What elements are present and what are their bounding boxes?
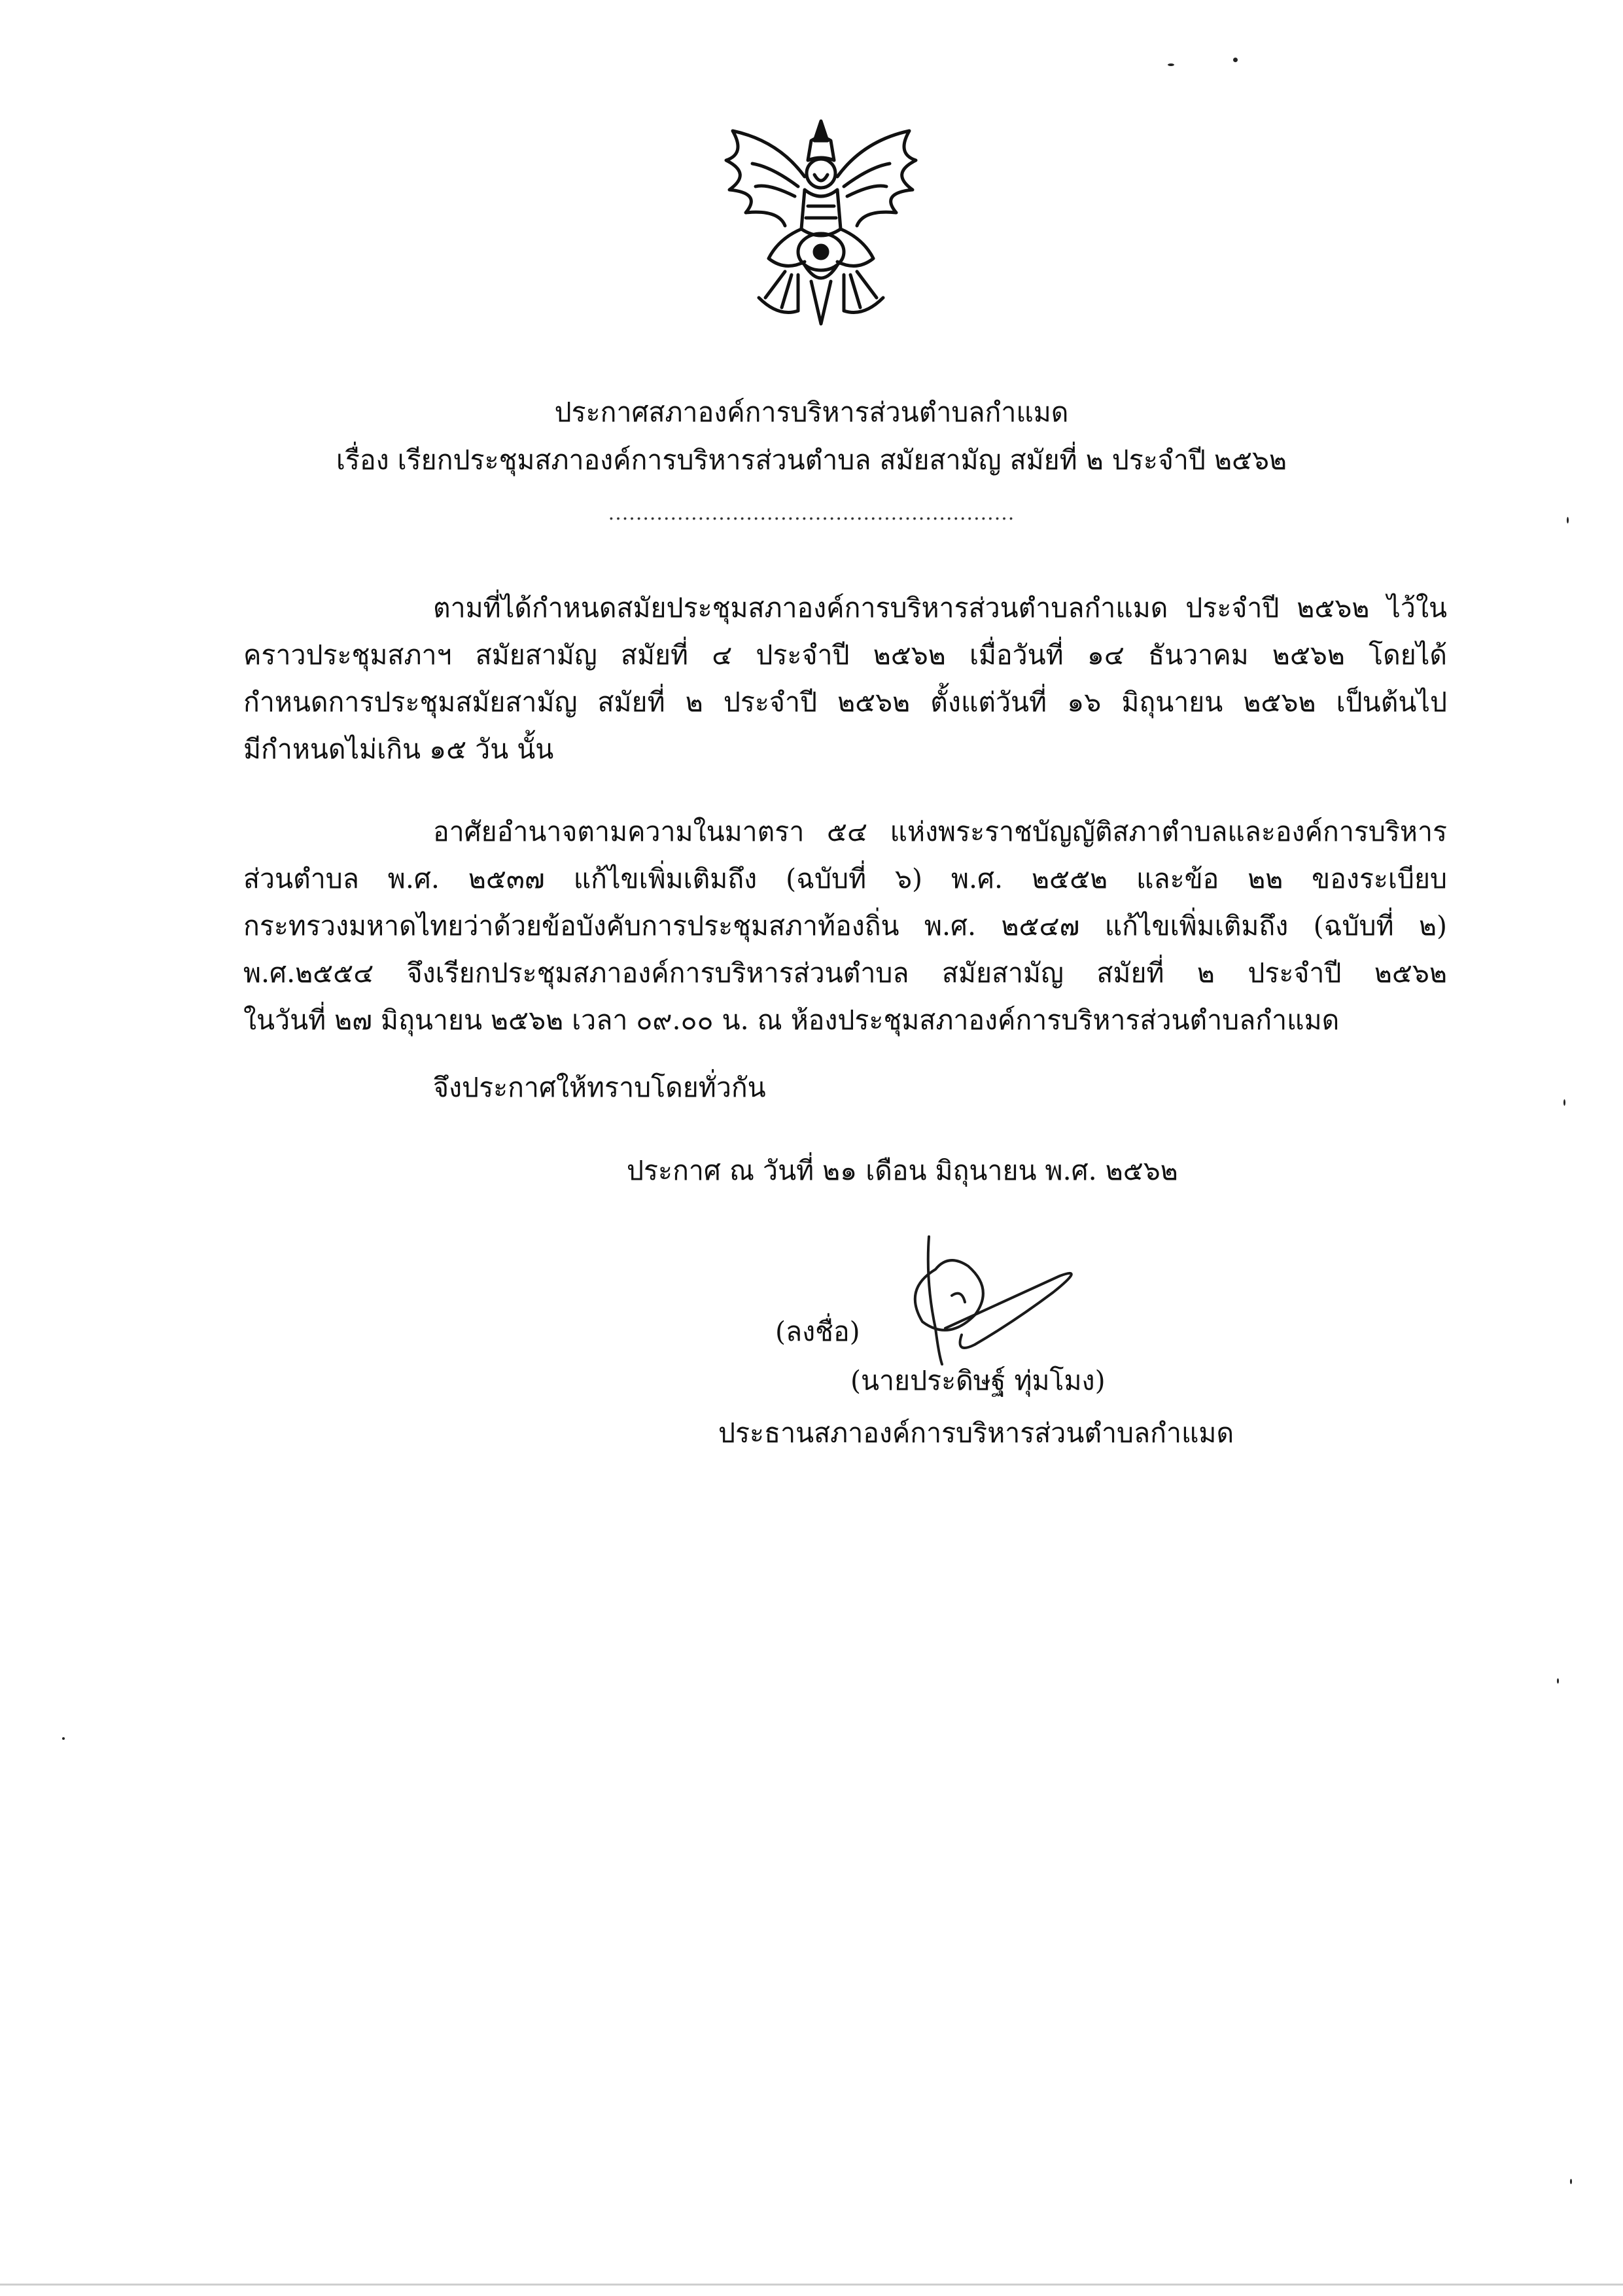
closing-notice: จึงประกาศให้ทราบโดยทั่วกัน [433, 1072, 766, 1103]
paragraph-line: ตามที่ได้กำหนดสมัยประชุมสภาองค์การบริหารส่วนตำบลกำแมด ประจำปี ๒๕๖๒ ไว้ใน [433, 592, 1447, 624]
paragraph-line: กระทรวงมหาดไทยว่าด้วยข้อบังคับการประชุมสภาท้องถิ่น พ.ศ. ๒๕๔๗ แก้ไขเพิ่มเติมถึง (ฉบับที่ ๒) [243, 910, 1447, 942]
scan-speck [1233, 58, 1238, 62]
announcement-title: ประกาศสภาองค์การบริหารส่วนตำบลกำแมด [554, 397, 1069, 428]
scan-speck [1567, 517, 1569, 523]
signer-name: (นายประดิษฐ์ ทุ่มโมง) [850, 1365, 1106, 1396]
paragraph-line: อาศัยอำนาจตามความในมาตรา ๕๔ แห่งพระราชบัญญัติสภาตำบลและองค์การบริหาร [433, 816, 1447, 847]
announcement-date: ประกาศ ณ วันที่ ๒๑ เดือน มิถุนายน พ.ศ. ๒๕๖๒ [627, 1155, 1178, 1186]
paragraph-line: พ.ศ.๒๕๕๔ จึงเรียกประชุมสภาองค์การบริหารส่วนตำบล สมัยสามัญ สมัยที่ ๒ ประจำปี ๒๕๖๒ [243, 957, 1447, 989]
scan-speck [1563, 1099, 1565, 1106]
scan-speck [62, 1737, 65, 1740]
paragraph-line: ในวันที่ ๒๗ มิถุนายน ๒๕๖๒ เวลา ๐๙.๐๐ น. ณ ห้องประชุมสภาองค์การบริหารส่วนตำบลกำแมด [243, 1004, 1340, 1036]
scan-edge [0, 2284, 1623, 2286]
paragraph-line: คราวประชุมสภาฯ สมัยสามัญ สมัยที่ ๔ ประจำปี ๒๕๖๒ เมื่อวันที่ ๑๔ ธันวาคม ๒๕๖๒ โดยได้ [243, 639, 1447, 671]
paragraph-line: กำหนดการประชุมสมัยสามัญ สมัยที่ ๒ ประจำปี ๒๕๖๒ ตั้งแต่วันที่ ๑๖ มิถุนายน ๒๕๖๒ เป็นต้นไป [243, 686, 1447, 718]
garuda-emblem-icon [707, 115, 935, 330]
paragraph-line: มีกำหนดไม่เกิน ๑๕ วัน นั้น [243, 733, 554, 765]
signed-label: (ลงชื่อ) [775, 1316, 860, 1347]
separator-dots: ........................................................... [608, 502, 1015, 525]
paragraph-authority [243, 808, 1447, 1044]
signer-title: ประธานสภาองค์การบริหารส่วนตำบลกำแมด [718, 1417, 1234, 1449]
paragraph-line: ส่วนตำบล พ.ศ. ๒๕๓๗ แก้ไขเพิ่มเติมถึง (ฉบับที่ ๖) พ.ศ. ๒๕๕๒ และข้อ ๒๒ ของระเบียบ [243, 863, 1447, 894]
announcement-subject: เรื่อง เรียกประชุมสภาองค์การบริหารส่วนตำบล สมัยสามัญ สมัยที่ ๒ ประจำปี ๒๕๖๒ [336, 444, 1287, 476]
scan-speck [1570, 2179, 1572, 2184]
paragraph-schedule [243, 584, 1447, 773]
handwritten-signature [890, 1230, 1106, 1374]
scan-speck [1557, 1678, 1559, 1684]
scan-speck [1168, 63, 1174, 66]
